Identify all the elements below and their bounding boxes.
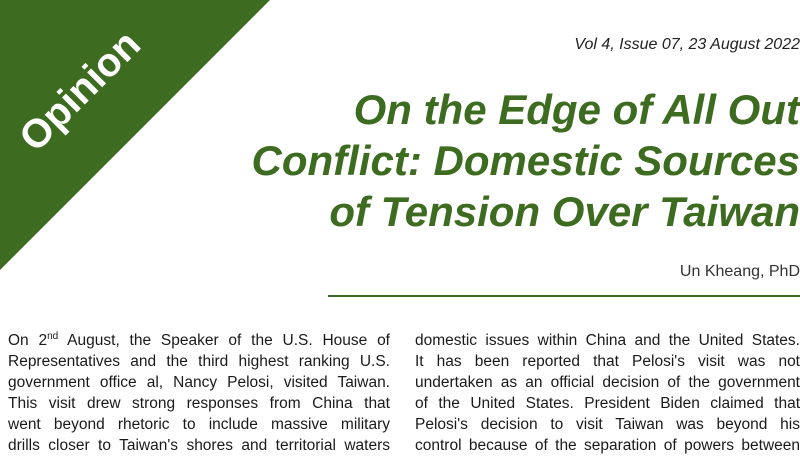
issue-info: Vol 4, Issue 07, 23 August 2022 xyxy=(574,36,800,53)
body-paragraph xyxy=(8,330,390,456)
body-line-first xyxy=(8,330,390,351)
body-line: Pelosi's decision to visit Taiwan was beyond his xyxy=(415,416,800,433)
opinion-label: Opinion xyxy=(11,22,149,160)
body-line: undertaken as an official decision of the government xyxy=(415,374,800,391)
date-superscript: nd xyxy=(47,330,59,342)
body-column-right xyxy=(415,330,800,456)
body-line: government office al, Nancy Pelosi, visited Taiwan. xyxy=(8,374,390,391)
date-prefix: On 2 xyxy=(8,332,48,349)
article-title xyxy=(160,84,800,237)
title-line: Conflict: Domestic Sources xyxy=(251,137,800,184)
title-line: of Tension Over Taiwan xyxy=(329,188,800,235)
title-line: On the Edge of All Out xyxy=(353,86,800,133)
author-byline: Un Kheang, PhD xyxy=(679,263,800,280)
body-line: domestic issues within China and the United States. xyxy=(415,332,800,349)
body-paragraph xyxy=(415,330,800,456)
title-divider xyxy=(328,295,800,297)
body-line: went beyond rhetoric to include massive military xyxy=(8,416,390,433)
body-line: Representatives and the third highest ranking U.S. xyxy=(8,353,390,370)
body-line: drills closer to Taiwan's shores and territorial waters xyxy=(8,437,390,454)
body-line: It has been reported that Pelosi's visit was not xyxy=(415,353,800,370)
body-column-left xyxy=(8,330,390,456)
body-line: control because of the separation of powers between xyxy=(415,437,800,454)
first-line-text: August, the Speaker of the U.S. House of xyxy=(58,332,390,349)
body-line: This visit drew strong responses from China that xyxy=(8,395,390,412)
body-line: of the United States. President Biden claimed that xyxy=(415,395,800,412)
